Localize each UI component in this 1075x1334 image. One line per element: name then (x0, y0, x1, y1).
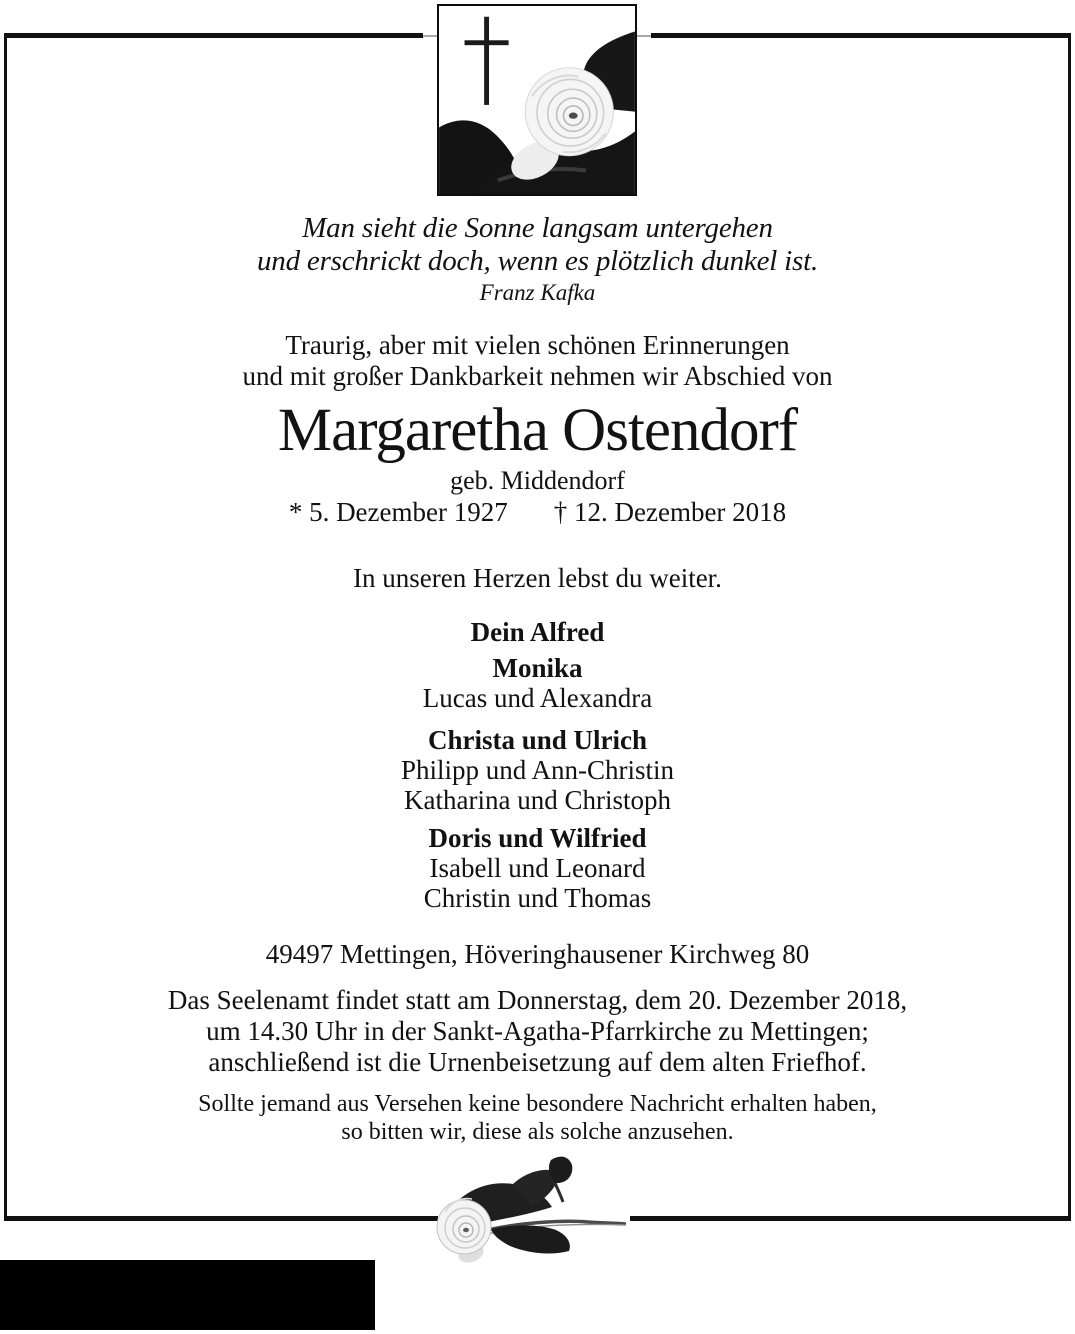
quote-line-1: Man sieht die Sonne langsam untergehen (302, 212, 773, 244)
frame-top-right-thin (637, 35, 651, 37)
service-info (45, 985, 1030, 1078)
note-line-2: so bitten wir, diese als solche anzusehen. (341, 1119, 734, 1145)
service-line-3: anschließend ist die Urnenbeisetzung auf dem alten Friefhof. (208, 1047, 867, 1077)
death-date: † 12. Dezember 2018 (553, 497, 787, 527)
mourner-line: Dein Alfred (470, 617, 605, 647)
deceased-name: Margaretha Ostendorf (277, 397, 798, 464)
mourner-line: Philipp und Ann-Christin (400, 755, 675, 785)
mourner-line: Christa und Ulrich (427, 725, 648, 755)
maiden-name: geb. Middendorf (450, 466, 625, 495)
mourner-line: Isabell und Leonard (429, 853, 646, 883)
mourner-line: Monika (492, 653, 583, 683)
quote-line-2: und erschrickt doch, wenn es plötzlich dunkel ist. (256, 245, 819, 277)
frame-top-left (4, 33, 423, 38)
address-line: 49497 Mettingen, Höveringhausener Kirchweg 80 (265, 939, 810, 969)
motto-line: In unseren Herzen lebst du weiter. (353, 563, 722, 593)
mourner-line: Christin und Thomas (423, 883, 652, 913)
life-dates (45, 497, 1030, 527)
mourner-line: Doris und Wilfried (428, 823, 647, 853)
notification-note (45, 1090, 1030, 1146)
intro-line-1: Traurig, aber mit vielen schönen Erinnerungen (285, 330, 790, 360)
birth-date: * 5. Dezember 1927 (288, 497, 508, 527)
frame-bottom-right (630, 1216, 1071, 1221)
frame-bottom-left (4, 1216, 438, 1221)
service-line-1: Das Seelenamt findet statt am Donnerstag, dem 20. Dezember 2018, (167, 985, 908, 1015)
cross-and-white-rose-icon (439, 6, 635, 194)
note-line-1: Sollte jemand aus Versehen keine besondere Nachricht erhalten haben, (198, 1091, 877, 1117)
frame-left (4, 33, 7, 1221)
frame-top-left-thin (423, 35, 437, 37)
bottom-rose-photo (433, 1150, 637, 1268)
memorial-photo-frame (437, 4, 637, 196)
service-line-2: um 14.30 Uhr in der Sankt-Agatha-Pfarrkirche zu Mettingen; (206, 1016, 869, 1046)
intro-line-2: und mit großer Dankbarkeit nehmen wir Abschied von (242, 361, 833, 391)
intro-text (45, 330, 1030, 392)
mourner-line: Lucas und Alexandra (422, 683, 653, 713)
frame-right (1068, 33, 1071, 1221)
lying-white-rose-icon (433, 1150, 637, 1268)
quote-attribution: Franz Kafka (479, 280, 596, 305)
frame-top-right (651, 33, 1071, 38)
obituary-content (45, 212, 1030, 1146)
redaction-block (0, 1260, 375, 1330)
mourner-line: Katharina und Christoph (404, 785, 671, 815)
